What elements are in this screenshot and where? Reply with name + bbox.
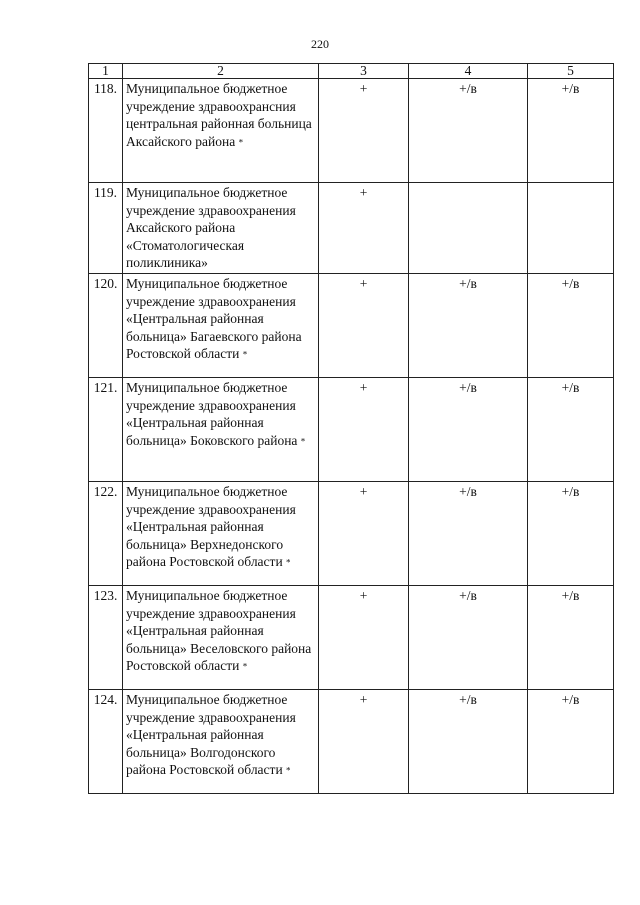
table-row — [89, 274, 614, 378]
column-5-cell: +/в — [528, 378, 614, 482]
column-5-cell: +/в — [528, 482, 614, 586]
row-number: 124. — [89, 690, 123, 794]
row-number: 119. — [89, 183, 123, 274]
column-3-cell: + — [319, 274, 409, 378]
footnote-asterisk: * — [242, 349, 248, 360]
column-5-cell: +/в — [528, 79, 614, 183]
table-row — [89, 690, 614, 794]
column-4-cell: +/в — [409, 482, 528, 586]
table-row — [89, 378, 614, 482]
footnote-asterisk: * — [286, 557, 291, 568]
row-number: 121. — [89, 378, 123, 482]
column-header-1: 1 — [89, 64, 123, 79]
footnote-asterisk: * — [286, 765, 291, 776]
institution-name: Муниципальное бюджетное учреждение здравоохранения Аксайского района «Стоматологическая поликлиника» — [126, 185, 296, 270]
column-4-cell: +/в — [409, 378, 528, 482]
footnote-asterisk: * — [300, 436, 306, 446]
table-row — [89, 482, 614, 586]
table-row — [89, 586, 614, 690]
institution-name-cell — [123, 79, 319, 183]
column-4-cell: +/в — [409, 586, 528, 690]
institution-name: Муниципальное бюджетное учреждение здравоохранения «Центральная районная больница» Веселовского района Ростовской области — [126, 588, 312, 673]
institution-name: Муниципальное бюджетное учреждение здравоохранения «Центральная районная больница» Багаевского района Ростовской области — [126, 276, 302, 361]
row-number: 123. — [89, 586, 123, 690]
column-4-cell: +/в — [409, 79, 528, 183]
row-number: 122. — [89, 482, 123, 586]
column-3-cell: + — [319, 482, 409, 586]
column-header-5: 5 — [528, 64, 614, 79]
column-5-cell: +/в — [528, 690, 614, 794]
column-5-cell: +/в — [528, 586, 614, 690]
row-number: 118. — [89, 79, 123, 183]
institution-name: Муниципальное бюджетное учреждение здравоохранения «Центральная районная больница» Волгодонского района Ростовской области — [126, 692, 296, 777]
page-number: 220 — [311, 37, 329, 51]
institutions-table — [88, 63, 614, 794]
institution-name-cell — [123, 183, 319, 274]
institution-name: Муниципальное бюджетное учреждение здравоохрансния центральная районная больница Аксайского района — [126, 81, 312, 149]
institution-name: Муниципальное бюджетное учреждение здравоохранения «Центральная районная больница» Боковского района — [126, 380, 298, 448]
column-5-cell: +/в — [528, 274, 614, 378]
column-3-cell: + — [319, 586, 409, 690]
table-row — [89, 79, 614, 183]
institution-name-cell — [123, 274, 319, 378]
footnote-asterisk: * — [242, 661, 248, 672]
institution-name-cell — [123, 378, 319, 482]
column-3-cell: + — [319, 79, 409, 183]
column-3-cell: + — [319, 378, 409, 482]
table-row — [89, 183, 614, 274]
footnote-asterisk: * — [238, 137, 244, 147]
column-header-3: 3 — [319, 64, 409, 79]
row-number: 120. — [89, 274, 123, 378]
column-header-2: 2 — [123, 64, 319, 79]
column-5-cell — [528, 183, 614, 274]
column-4-cell: +/в — [409, 690, 528, 794]
column-header-4: 4 — [409, 64, 528, 79]
institution-name-cell — [123, 690, 319, 794]
column-3-cell: + — [319, 690, 409, 794]
column-4-cell: +/в — [409, 274, 528, 378]
institution-name: Муниципальное бюджетное учреждение здравоохранения «Центральная районная больница» Верхнедонского района Ростовской области — [126, 484, 296, 569]
table-header-row — [89, 64, 614, 79]
column-3-cell: + — [319, 183, 409, 274]
column-4-cell — [409, 183, 528, 274]
institution-name-cell — [123, 586, 319, 690]
institution-name-cell — [123, 482, 319, 586]
